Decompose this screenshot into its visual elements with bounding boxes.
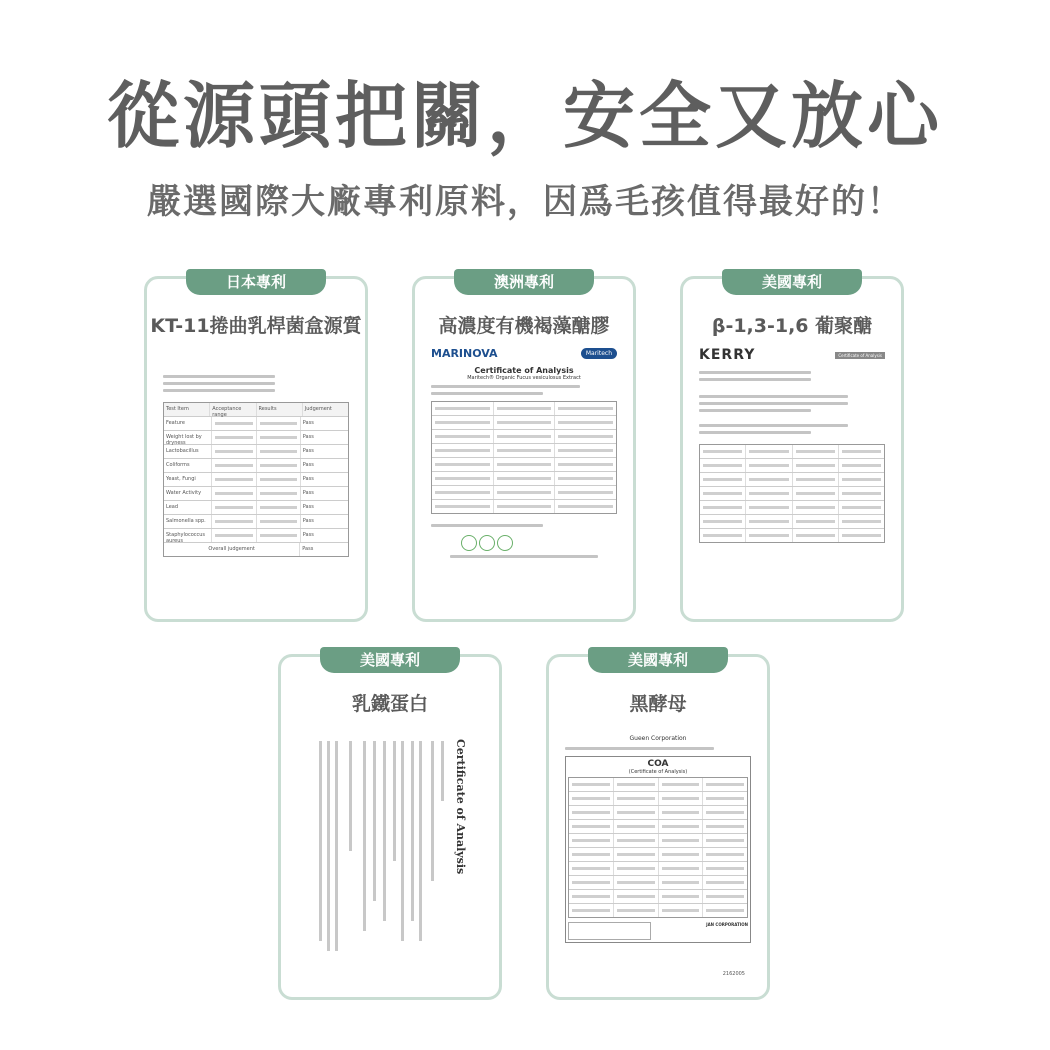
doc-subheading: Maritech® Organic Fucus vesiculosus Extract [467, 375, 581, 381]
results-table [568, 777, 748, 918]
table-cell: Pass [302, 448, 314, 454]
document-number: 2162005 [722, 971, 745, 977]
table-cell: Feature [164, 417, 212, 430]
certificate-document [163, 347, 349, 605]
doc-subheading: (Certificate of Analysis) [628, 769, 688, 775]
maritech-badge: Maritech [581, 348, 617, 359]
table-cell: Pass [302, 490, 314, 496]
certificate-document [431, 347, 617, 605]
table-cell: Salmonella spp. [164, 515, 212, 528]
card-title: β-1,3-1,6 葡聚醣 [711, 315, 873, 337]
table-cell: Lead [164, 501, 212, 514]
company-name: JAN CORPORATION [706, 922, 748, 927]
table-cell: Pass [302, 476, 314, 482]
table-cell: Weight lost by dryness [164, 431, 212, 444]
card-title: 高濃度有機褐藻醣膠 [438, 315, 610, 337]
card-title: 乳鐵蛋白 [351, 693, 428, 715]
doc-heading: Certificate of Analysis [474, 366, 574, 375]
certificate-card-black-yeast [546, 651, 770, 1000]
patent-tag: 美國專利 [320, 647, 460, 673]
table-cell: Pass [302, 420, 314, 426]
certificate-document [699, 347, 885, 605]
patent-tag: 美國專利 [588, 647, 728, 673]
certificate-card-kt11 [144, 273, 368, 622]
table-header: Results [257, 403, 303, 416]
doc-heading: COA [647, 759, 669, 769]
certificate-document [297, 725, 483, 983]
table-cell: Pass [302, 546, 314, 552]
table-cell: Yeast, Fungi [164, 473, 212, 486]
table-header: Test Item [164, 403, 210, 416]
card-title: 黑酵母 [629, 693, 687, 715]
table-cell: Staphylococcus aureus [164, 529, 212, 542]
certification-seal [497, 535, 513, 551]
patent-tag: 美國專利 [722, 269, 862, 295]
results-table [431, 401, 617, 514]
doc-heading: Certificate of Analysis [835, 352, 885, 359]
certification-seal [479, 535, 495, 551]
table-cell: Lactobacillus [164, 445, 212, 458]
results-table [163, 402, 349, 557]
table-cell: Pass [302, 462, 314, 468]
certificate-card-fucoidan [412, 273, 636, 622]
table-cell: Overall judgement [164, 543, 300, 556]
table-cell: Water Activity [164, 487, 212, 500]
doc-heading: Certificate of Analysis [454, 739, 467, 875]
table-cell: Pass [302, 518, 314, 524]
certificate-card-lactoferrin [278, 651, 502, 1000]
table-cell: Pass [302, 434, 314, 440]
kerry-logo: KERRY [699, 347, 756, 363]
card-title: KT-11捲曲乳桿菌盒源質 [150, 315, 362, 337]
table-cell: Pass [302, 504, 314, 510]
table-header: Judgement [304, 406, 332, 412]
patent-tag: 日本專利 [186, 269, 326, 295]
patent-tag: 澳洲專利 [454, 269, 594, 295]
table-cell: Coliforms [164, 459, 212, 472]
certificate-document [565, 725, 751, 983]
marinova-logo: MARINOVA [431, 347, 498, 360]
page-subheadline: 嚴選國際大廠專利原料，因爲毛孩值得最好的！ [147, 182, 903, 222]
gueen-corporation-logo: Gueen Corporation [629, 735, 687, 742]
certification-seal [461, 535, 477, 551]
table-cell: Pass [302, 532, 314, 538]
page-headline: 從源頭把關，安全又放心 [106, 74, 943, 158]
table-header: Acceptance range [210, 403, 256, 416]
certificate-card-beta-glucan [680, 273, 904, 622]
results-table [699, 444, 885, 543]
